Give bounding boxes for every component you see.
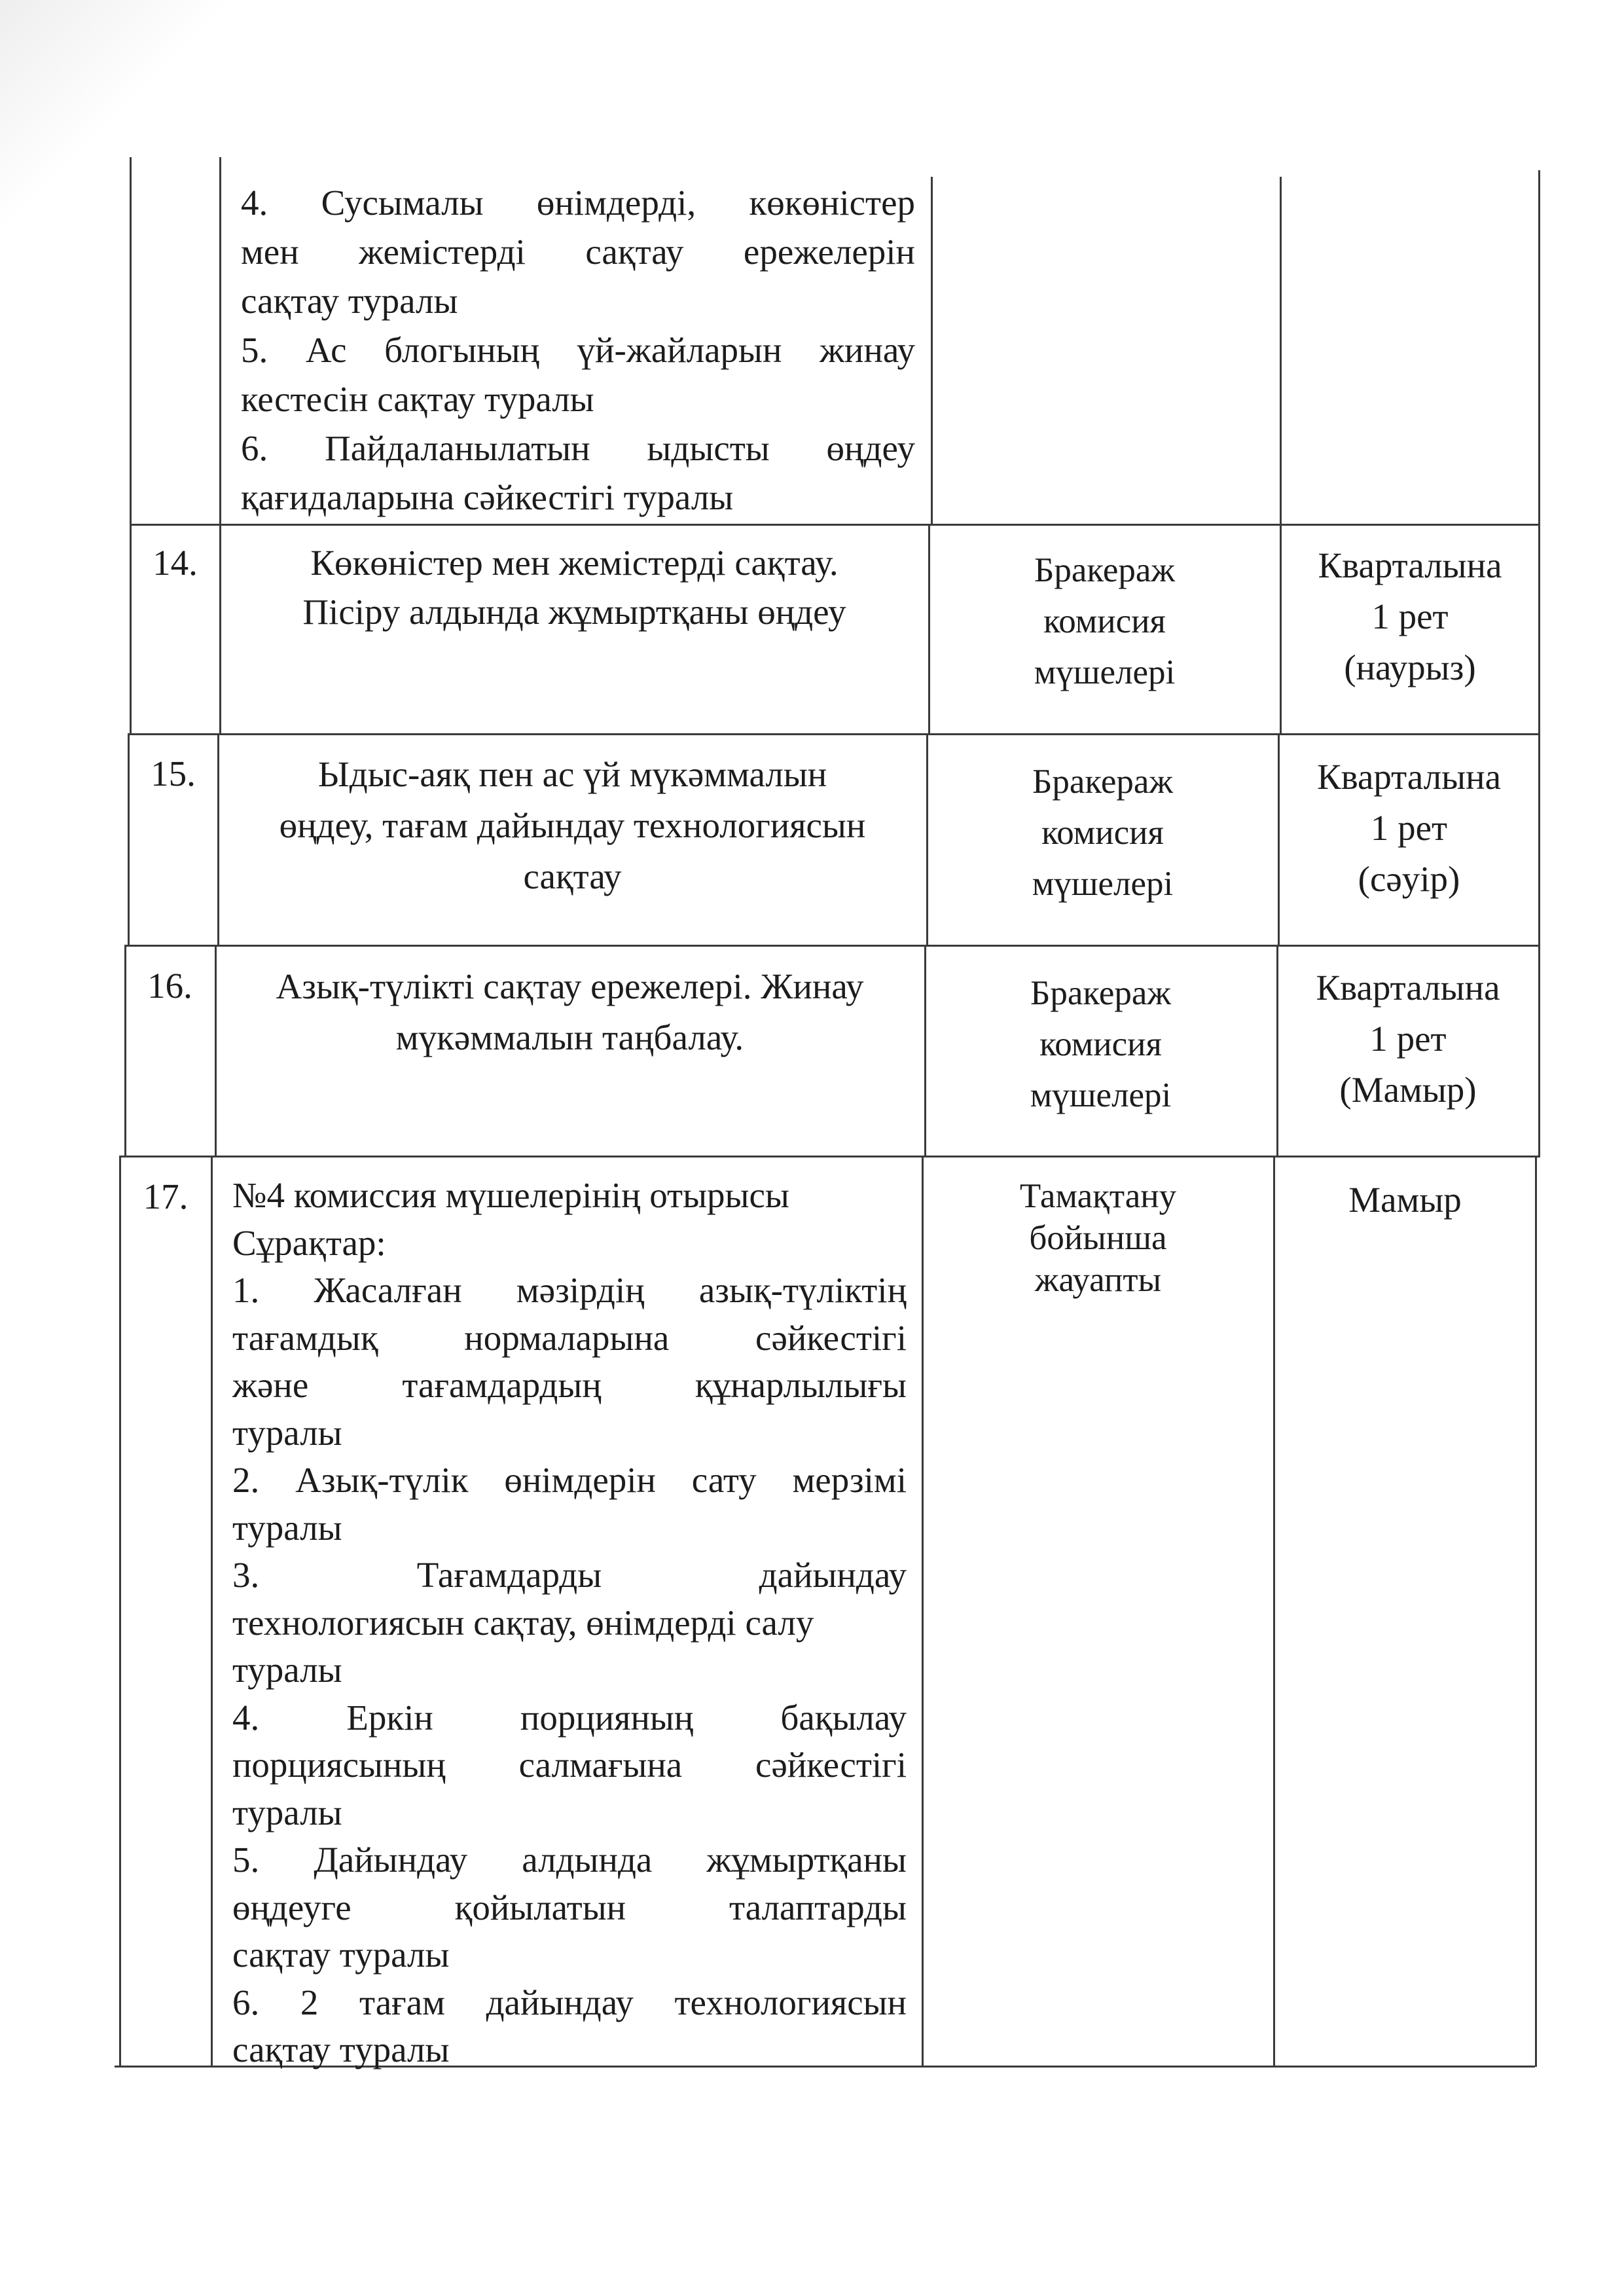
topic-line: сақтау (523, 856, 622, 896)
responsible-line: комисия (1041, 814, 1164, 852)
topic-line: өңдеуге қойылатын талаптарды (232, 1887, 907, 1927)
topic-line: туралы (232, 1412, 342, 1453)
topic-line: 3. Тағамдарды дайындау (232, 1555, 907, 1595)
period-cell (1282, 540, 1538, 693)
topic-cell (224, 749, 921, 902)
responsible-line: мүшелері (1034, 653, 1176, 691)
topic-line: 1. Жасалған мәзірдің азық-түліктің (232, 1270, 907, 1310)
responsible-cell (928, 756, 1278, 909)
topic-line: Ыдыс-аяқ пен ас үй мүкәммалын (317, 754, 827, 794)
continuation-topic-cell (241, 178, 915, 522)
period-line: (Мамыр) (1339, 1070, 1477, 1110)
topic-line: туралы (232, 1650, 342, 1690)
topic-line: 2. Азық-түлік өнімдерін сату мерзімі (232, 1460, 907, 1500)
period-line: 1 рет (1370, 808, 1448, 848)
responsible-line: бойынша (1029, 1219, 1167, 1257)
topic-line: сақтау туралы (232, 1935, 450, 1975)
row-number: 17. (143, 1176, 189, 1216)
responsible-line: жауапты (1034, 1261, 1162, 1299)
topic-line: Пісіру алдында жұмыртқаны өңдеу (302, 592, 846, 632)
topic-line: өңдеу, тағам дайындау технологиясын (279, 805, 866, 845)
topic-line: 5. Ас блогының үй-жайларын жинау (241, 330, 915, 370)
topic-line: сақтау туралы (241, 281, 458, 321)
responsible-line: комисия (1039, 1025, 1162, 1063)
topic-line: мен жемістерді сақтау ережелерін (241, 232, 915, 272)
topic-line: №4 комиссия мүшелерінің отырысы (232, 1175, 789, 1215)
row-number: 14. (153, 543, 198, 583)
topic-line: Көкөністер мен жемістерді сақтау. (310, 543, 839, 583)
topic-line: порциясының салмағына сәйкестігі (232, 1745, 907, 1785)
topic-line: сақтау туралы (232, 2030, 450, 2069)
responsible-line: комисия (1043, 602, 1166, 640)
responsible-cell (926, 968, 1276, 1121)
topic-line: Сұрақтар: (232, 1222, 386, 1263)
topic-line: тағамдық нормаларына сәйкестігі (232, 1317, 907, 1358)
topic-line: 6. Пайдаланылатын ыдысты өңдеу (241, 428, 915, 468)
period-line: Кварталына (1318, 545, 1502, 585)
topic-line: кестесін сақтау туралы (241, 379, 594, 419)
period-cell (1280, 752, 1538, 905)
responsible-line: мүшелері (1030, 1076, 1172, 1114)
topic-line: 5. Дайындау алдында жұмыртқаны (232, 1840, 907, 1880)
responsible-line: Бракераж (1034, 551, 1176, 589)
topic-line: және тағамдардың құнарлылығы (232, 1365, 907, 1405)
row-number: 16. (147, 966, 192, 1006)
topic-line: технологиясын сақтау, өнімдерді салу (232, 1602, 814, 1643)
responsible-line: Тамақтану (1019, 1177, 1177, 1215)
topic-line: қағидаларына сәйкестігі туралы (241, 477, 734, 517)
responsible-line: мүшелері (1032, 865, 1174, 903)
topic-cell (221, 961, 918, 1063)
responsible-line: Бракераж (1030, 974, 1172, 1012)
period-line: 1 рет (1371, 596, 1449, 636)
topic-line: мүкәммалын таңбалау. (395, 1017, 744, 1057)
period-line: (наурыз) (1344, 647, 1476, 687)
topic-cell (226, 538, 923, 636)
period-line: 1 рет (1369, 1019, 1447, 1059)
period-line: Кварталына (1316, 968, 1500, 1008)
responsible-cell (923, 1175, 1273, 1301)
topic-line: 6. 2 тағам дайындау технологиясын (232, 1982, 907, 2022)
responsible-line: Бракераж (1032, 763, 1174, 801)
period-cell (1278, 962, 1538, 1116)
topic-line: туралы (232, 1792, 342, 1832)
topic-line: туралы (232, 1507, 342, 1548)
topic-line: Азық-түлікті сақтау ережелері. Жинау (276, 966, 864, 1006)
topic-cell (232, 1172, 907, 2074)
topic-line: 4. Еркін порцияның бақылау (232, 1697, 907, 1738)
topic-line: 4. Сусымалы өнімдерді, көкөністер (241, 183, 915, 223)
period-line: Мамыр (1348, 1180, 1462, 1220)
responsible-cell (929, 545, 1280, 698)
row-number: 15. (151, 754, 196, 793)
period-line: (сәуір) (1358, 859, 1460, 899)
period-line: Кварталына (1317, 757, 1501, 797)
period-cell (1275, 1175, 1535, 1224)
